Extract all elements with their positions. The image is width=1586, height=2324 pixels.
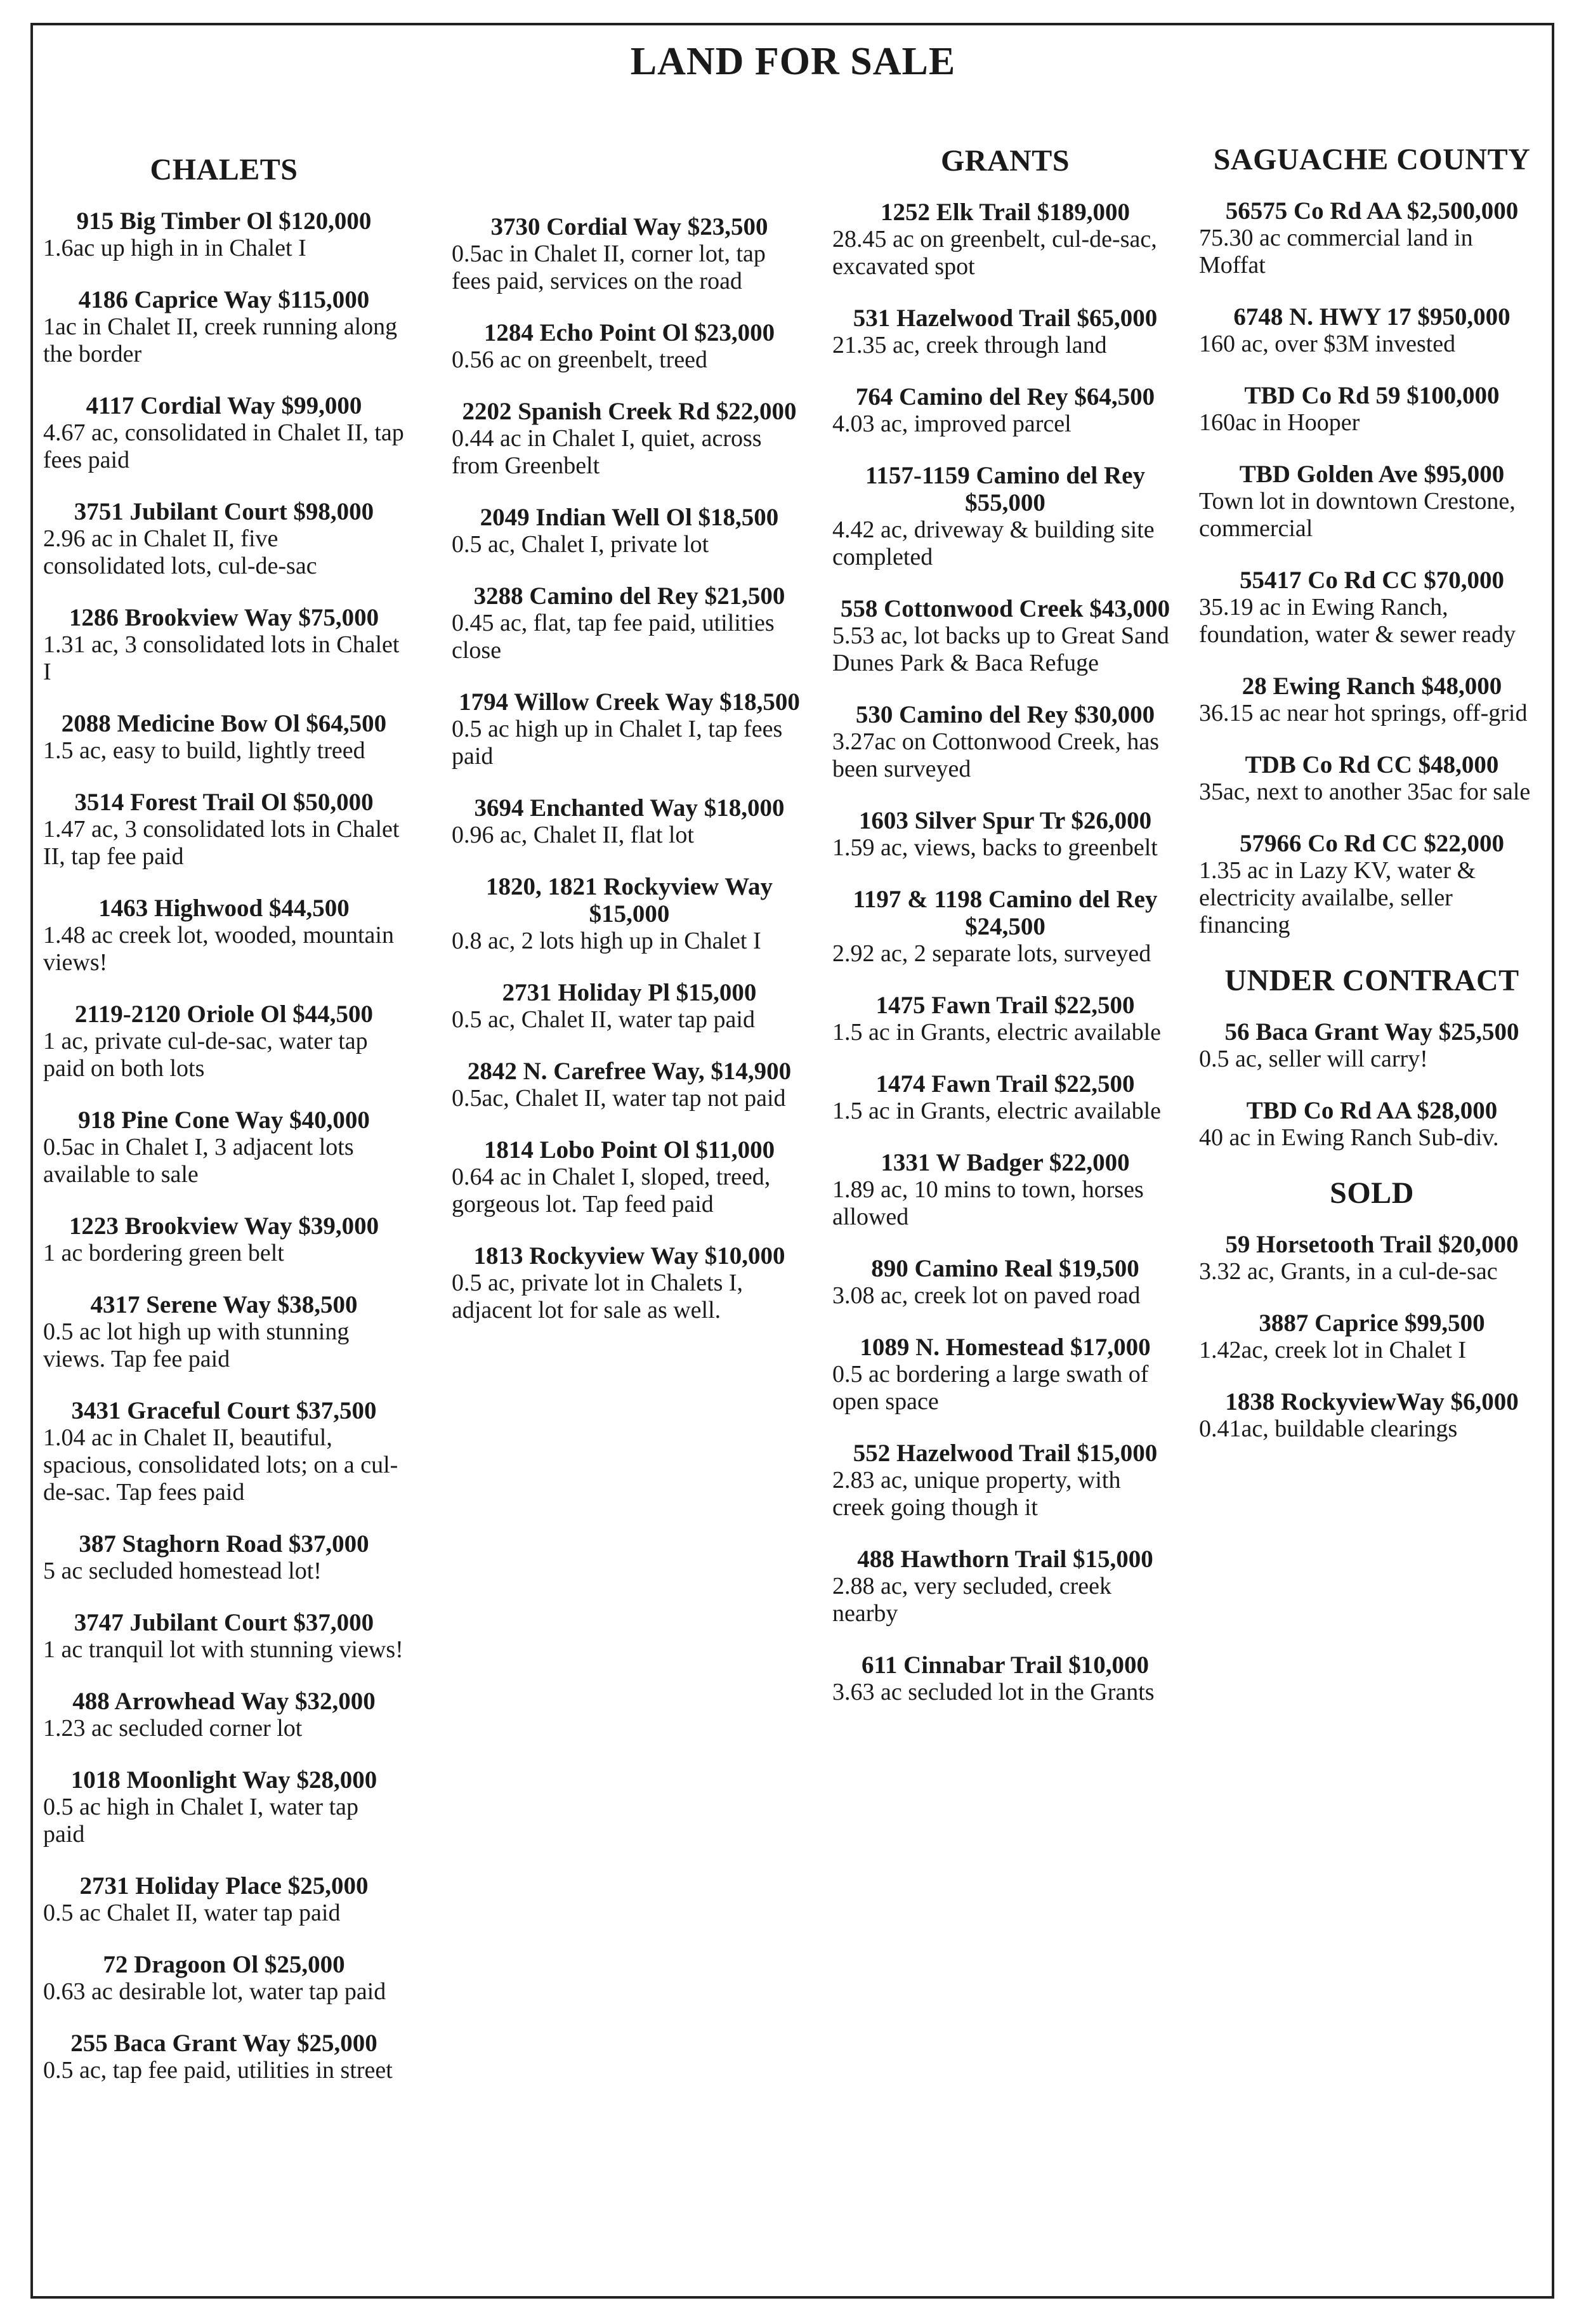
listing-description: 35ac, next to another 35ac for sale <box>1199 778 1531 805</box>
listing-address-price: 57966 Co Rd CC $22,000 <box>1239 830 1505 857</box>
listing-address-price: 55417 Co Rd CC $70,000 <box>1239 567 1505 594</box>
listing-description: 0.5 ac high in Chalet I, water tap paid <box>43 1794 359 1848</box>
listing-item <box>43 2030 405 2084</box>
listing-item <box>43 1001 405 1082</box>
page-title: LAND FOR SALE <box>630 40 956 83</box>
listing-description: 0.63 ac desirable lot, water tap paid <box>43 1978 386 2005</box>
listing-item <box>1199 830 1545 939</box>
listing-item <box>1199 673 1545 727</box>
listing-address-price: 1197 & 1198 Camino del Rey $24,500 <box>853 886 1158 940</box>
listing-address-price: 1475 Fawn Trail $22,500 <box>875 992 1135 1019</box>
listing-description: 2.83 ac, unique property, with creek going though it <box>832 1467 1121 1521</box>
chalets-heading: CHALETS <box>150 153 298 187</box>
listing-description: 28.45 ac on greenbelt, cul-de-sac, excavated spot <box>832 226 1157 280</box>
listing-item <box>43 895 405 976</box>
listing-item <box>43 286 405 368</box>
listing-address-price: 1089 N. Homestead $17,000 <box>860 1334 1151 1361</box>
listing-item <box>43 1397 405 1506</box>
listing-address-price: 1286 Brookview Way $75,000 <box>69 604 379 631</box>
listing-description: 1.5 ac in Grants, electric available <box>832 1098 1162 1124</box>
listing-item <box>832 1070 1178 1125</box>
listing-address-price: 3747 Jubilant Court $37,000 <box>74 1609 374 1636</box>
listing-description: 1.6ac up high in in Chalet I <box>43 235 306 261</box>
listing-description: 0.5ac in Chalet II, corner lot, tap fees paid, services on the road <box>452 240 766 294</box>
listing-item <box>1199 751 1545 806</box>
listing-description: 4.67 ac, consolidated in Chalet II, tap fees paid <box>43 419 404 473</box>
listing-address-price: 764 Camino del Rey $64,500 <box>855 383 1155 410</box>
listing-address-price: 59 Horsetooth Trail $20,000 <box>1225 1231 1519 1258</box>
listing-address-price: TDB Co Rd CC $48,000 <box>1245 751 1499 778</box>
listing-description: 3.27ac on Cottonwood Creek, has been surveyed <box>832 728 1160 782</box>
listing-description: 0.5 ac high up in Chalet I, tap fees paid <box>452 716 783 770</box>
listing-address-price: 1813 Rockyview Way $10,000 <box>473 1242 785 1270</box>
listing-item <box>832 595 1178 677</box>
under-contract-listings <box>1199 1018 1545 1152</box>
listing-description: 75.30 ac commercial land in Moffat <box>1199 225 1473 279</box>
listing-address-price: 3887 Caprice $99,500 <box>1259 1310 1485 1337</box>
chalets-listings-continued <box>452 213 807 1324</box>
listing-description: Town lot in downtown Crestone, commercial <box>1199 488 1516 542</box>
listing-address-price: 1794 Willow Creek Way $18,500 <box>459 688 800 716</box>
listing-address-price: 1223 Brookview Way $39,000 <box>69 1212 379 1240</box>
listing-description: 1.23 ac secluded corner lot <box>43 1715 303 1742</box>
listing-address-price: 56575 Co Rd AA $2,500,000 <box>1225 197 1519 225</box>
listing-item <box>43 1951 405 2006</box>
listing-address-price: 1157-1159 Camino del Rey $55,000 <box>865 462 1145 516</box>
listing-address-price: 2049 Indian Well Ol $18,500 <box>480 504 779 531</box>
listing-description: 3.08 ac, creek lot on paved road <box>832 1282 1141 1309</box>
listing-item <box>452 873 807 955</box>
listing-description: 0.5 ac Chalet II, water tap paid <box>43 1900 341 1926</box>
listing-description: 1.89 ac, 10 mins to town, horses allowed <box>832 1176 1144 1230</box>
listing-item <box>43 1872 405 1927</box>
listing-item <box>43 1766 405 1848</box>
listing-item <box>452 398 807 480</box>
listing-address-price: 2119-2120 Oriole Ol $44,500 <box>74 1001 374 1028</box>
listing-item <box>452 213 807 295</box>
listing-description: 1.31 ac, 3 consolidated lots in Chalet I <box>43 631 400 685</box>
listing-description: 4.03 ac, improved parcel <box>832 410 1072 437</box>
listing-address-price: 3288 Camino del Rey $21,500 <box>473 582 785 610</box>
saguache-heading: SAGUACHE COUNTY <box>1213 143 1531 176</box>
listing-item <box>43 207 405 262</box>
listing-description: 1 ac tranquil lot with stunning views! <box>43 1636 403 1663</box>
listing-address-price: 1820, 1821 Rockyview Way $15,000 <box>485 873 773 928</box>
listing-description: 0.5 ac, Chalet II, water tap paid <box>452 1006 755 1033</box>
listing-address-price: 890 Camino Real $19,500 <box>871 1255 1139 1282</box>
listing-address-price: 3730 Cordial Way $23,500 <box>490 213 768 240</box>
listing-description: 0.8 ac, 2 lots high up in Chalet I <box>452 928 761 954</box>
chalets-column-continued <box>452 213 807 1348</box>
listing-item <box>452 979 807 1034</box>
listing-address-price: TBD Golden Ave $95,000 <box>1239 461 1505 488</box>
listing-description: 21.35 ac, creek through land <box>832 332 1107 358</box>
listing-description: 1.48 ac creek lot, wooded, mountain views! <box>43 922 394 976</box>
listing-address-price: 255 Baca Grant Way $25,000 <box>70 2030 377 2057</box>
listing-address-price: 6748 N. HWY 17 $950,000 <box>1233 303 1511 331</box>
listing-description: 0.5 ac, private lot in Chalets I, adjacent lot for sale as well. <box>452 1270 744 1323</box>
listing-address-price: 4317 Serene Way $38,500 <box>90 1291 358 1318</box>
listing-address-price: TBD Co Rd 59 $100,000 <box>1244 382 1500 409</box>
listing-description: 3.63 ac secluded lot in the Grants <box>832 1679 1155 1705</box>
listing-description: 0.5 ac, Chalet I, private lot <box>452 531 709 558</box>
listing-description: 1ac in Chalet II, creek running along the border <box>43 313 398 367</box>
listing-address-price: 1814 Lobo Point Ol $11,000 <box>483 1136 775 1164</box>
listing-description: 2.96 ac in Chalet II, five consolidated lots, cul-de-sac <box>43 525 317 579</box>
listing-address-price: 72 Dragoon Ol $25,000 <box>103 1951 345 1978</box>
listing-address-price: 1463 Highwood $44,500 <box>98 895 350 922</box>
saguache-column <box>1199 142 1545 1467</box>
listing-address-price: 1018 Moonlight Way $28,000 <box>70 1766 377 1794</box>
listing-description: 0.45 ac, flat, tap fee paid, utilities close <box>452 610 775 664</box>
listing-description: 0.5 ac, tap fee paid, utilities in street <box>43 2057 393 2084</box>
listing-address-price: 2731 Holiday Place $25,000 <box>79 1872 369 1900</box>
listing-description: 0.64 ac in Chalet I, sloped, treed, gorgeous lot. Tap feed paid <box>452 1164 771 1218</box>
listing-item <box>832 1546 1178 1627</box>
listing-item <box>452 1136 807 1218</box>
listing-item <box>832 1334 1178 1415</box>
listing-item <box>832 886 1178 968</box>
listing-address-price: 530 Camino del Rey $30,000 <box>855 701 1155 728</box>
listing-address-price: 558 Cottonwood Creek $43,000 <box>840 595 1170 622</box>
saguache-listings <box>1199 197 1545 939</box>
listing-address-price: 3514 Forest Trail Ol $50,000 <box>74 789 374 816</box>
sold-listings <box>1199 1231 1545 1443</box>
listing-item <box>43 392 405 474</box>
listing-address-price: 1284 Echo Point Ol $23,000 <box>483 319 775 346</box>
listing-description: 3.32 ac, Grants, in a cul-de-sac <box>1199 1258 1498 1285</box>
listing-item <box>1199 1388 1545 1443</box>
chalets-listings <box>43 207 405 2084</box>
listing-address-price: 2202 Spanish Creek Rd $22,000 <box>462 398 797 425</box>
listing-item <box>43 1530 405 1585</box>
listing-address-price: 488 Hawthorn Trail $15,000 <box>857 1546 1153 1573</box>
listing-description: 1.5 ac in Grants, electric available <box>832 1019 1162 1046</box>
listing-description: 0.5 ac lot high up with stunning views. Tap fee paid <box>43 1318 350 1372</box>
listing-item <box>452 688 807 770</box>
listing-description: 1.5 ac, easy to build, lightly treed <box>43 737 365 764</box>
listing-item <box>452 1242 807 1324</box>
listing-address-price: 3751 Jubilant Court $98,000 <box>74 498 374 525</box>
listing-item <box>832 383 1178 438</box>
listing-item <box>1199 1310 1545 1364</box>
listing-description: 1.47 ac, 3 consolidated lots in Chalet II, tap fee paid <box>43 816 400 870</box>
listing-description: 0.56 ac on greenbelt, treed <box>452 346 708 373</box>
grants-column <box>832 143 1178 1730</box>
listing-item <box>43 1212 405 1267</box>
listing-item <box>1199 1097 1545 1152</box>
listing-item <box>1199 1231 1545 1285</box>
listing-description: 0.44 ac in Chalet I, quiet, across from Greenbelt <box>452 425 762 479</box>
listing-description: 1.59 ac, views, backs to greenbelt <box>832 834 1158 861</box>
listing-item <box>832 1255 1178 1310</box>
listing-item <box>43 1609 405 1664</box>
listing-item <box>832 305 1178 359</box>
listing-item <box>832 1651 1178 1706</box>
listing-address-price: 552 Hazelwood Trail $15,000 <box>853 1440 1158 1467</box>
listing-description: 160ac in Hooper <box>1199 409 1360 436</box>
listing-description: 1.04 ac in Chalet II, beautiful, spacious, consolidated lots; on a cul-de-sac. Tap fees paid <box>43 1424 398 1506</box>
listing-description: 0.5 ac bordering a large swath of open space <box>832 1361 1149 1415</box>
listing-address-price: 611 Cinnabar Trail $10,000 <box>862 1651 1149 1679</box>
listing-item <box>1199 197 1545 279</box>
listing-item <box>1199 567 1545 648</box>
listing-address-price: 387 Staghorn Road $37,000 <box>79 1530 369 1558</box>
listing-address-price: 1603 Silver Spur Tr $26,000 <box>858 807 1152 834</box>
listing-description: 5.53 ac, lot backs up to Great Sand Dunes Park & Baca Refuge <box>832 622 1169 676</box>
listing-description: 160 ac, over $3M invested <box>1199 331 1456 357</box>
listing-item <box>832 992 1178 1046</box>
listing-address-price: 4117 Cordial Way $99,000 <box>86 392 362 419</box>
listing-address-price: 2731 Holiday Pl $15,000 <box>502 979 757 1006</box>
listing-item <box>43 789 405 870</box>
grants-listings <box>832 199 1178 1706</box>
listing-description: 0.5 ac, seller will carry! <box>1199 1046 1428 1072</box>
listing-description: 4.42 ac, driveway & building site completed <box>832 516 1155 570</box>
listing-address-price: 2088 Medicine Bow Ol $64,500 <box>61 710 387 737</box>
listing-description: 0.41ac, buildable clearings <box>1199 1415 1458 1442</box>
under-contract-heading: UNDER CONTRACT <box>1224 964 1519 997</box>
listing-item <box>832 199 1178 280</box>
listing-item <box>452 1058 807 1112</box>
listing-address-price: 1474 Fawn Trail $22,500 <box>875 1070 1135 1098</box>
listing-description: 1.42ac, creek lot in Chalet I <box>1199 1337 1467 1363</box>
listing-address-price: 3431 Graceful Court $37,500 <box>71 1397 377 1424</box>
listing-item <box>1199 461 1545 542</box>
listing-item <box>832 1149 1178 1231</box>
listing-item <box>1199 303 1545 358</box>
listing-description: 0.5ac, Chalet II, water tap not paid <box>452 1085 786 1112</box>
chalets-column <box>43 152 405 2108</box>
listing-item <box>452 582 807 664</box>
listing-description: 1 ac bordering green belt <box>43 1240 284 1266</box>
listing-description: 2.92 ac, 2 separate lots, surveyed <box>832 940 1151 967</box>
listing-item <box>43 710 405 765</box>
listing-item <box>832 1440 1178 1521</box>
listing-item <box>43 1688 405 1742</box>
listing-description: 2.88 ac, very secluded, creek nearby <box>832 1573 1111 1627</box>
listing-address-price: 2842 N. Carefree Way, $14,900 <box>467 1058 792 1085</box>
listing-address-price: 531 Hazelwood Trail $65,000 <box>853 305 1158 332</box>
listing-description: 35.19 ac in Ewing Ranch, foundation, water & sewer ready <box>1199 594 1516 648</box>
listing-address-price: 56 Baca Grant Way $25,500 <box>1224 1018 1519 1046</box>
sold-heading: SOLD <box>1330 1176 1414 1210</box>
listing-item <box>452 504 807 558</box>
listing-item <box>1199 1018 1545 1073</box>
listing-item <box>1199 382 1545 437</box>
listing-address-price: 4186 Caprice Way $115,000 <box>78 286 370 313</box>
listing-description: 0.5ac in Chalet I, 3 adjacent lots available to sale <box>43 1134 354 1188</box>
listing-address-price: 918 Pine Cone Way $40,000 <box>78 1106 370 1134</box>
listing-description: 1 ac, private cul-de-sac, water tap paid on both lots <box>43 1028 368 1082</box>
listing-item <box>452 794 807 849</box>
listing-description: 40 ac in Ewing Ranch Sub-div. <box>1199 1124 1499 1151</box>
listing-address-price: 915 Big Timber Ol $120,000 <box>76 207 372 235</box>
listing-description: 36.15 ac near hot springs, off-grid <box>1199 700 1528 726</box>
listing-item <box>43 498 405 580</box>
grants-heading: GRANTS <box>940 144 1070 178</box>
listing-address-price: 28 Ewing Ranch $48,000 <box>1242 673 1502 700</box>
listing-item <box>832 701 1178 783</box>
listing-address-price: 1252 Elk Trail $189,000 <box>881 199 1130 226</box>
listing-item <box>43 1291 405 1373</box>
listing-description: 1.35 ac in Lazy KV, water & electricity availalbe, seller financing <box>1199 857 1476 938</box>
listing-item <box>452 319 807 374</box>
listing-address-price: 1838 RockyviewWay $6,000 <box>1225 1388 1519 1415</box>
listing-address-price: 3694 Enchanted Way $18,000 <box>474 794 785 822</box>
listing-item <box>832 807 1178 862</box>
listing-item <box>43 604 405 686</box>
listing-item <box>43 1106 405 1188</box>
listing-description: 0.96 ac, Chalet II, flat lot <box>452 822 694 848</box>
listing-address-price: 488 Arrowhead Way $32,000 <box>72 1688 376 1715</box>
listing-address-price: TBD Co Rd AA $28,000 <box>1246 1097 1498 1124</box>
listing-item <box>832 462 1178 571</box>
listing-description: 5 ac secluded homestead lot! <box>43 1558 322 1584</box>
listing-address-price: 1331 W Badger $22,000 <box>881 1149 1130 1176</box>
